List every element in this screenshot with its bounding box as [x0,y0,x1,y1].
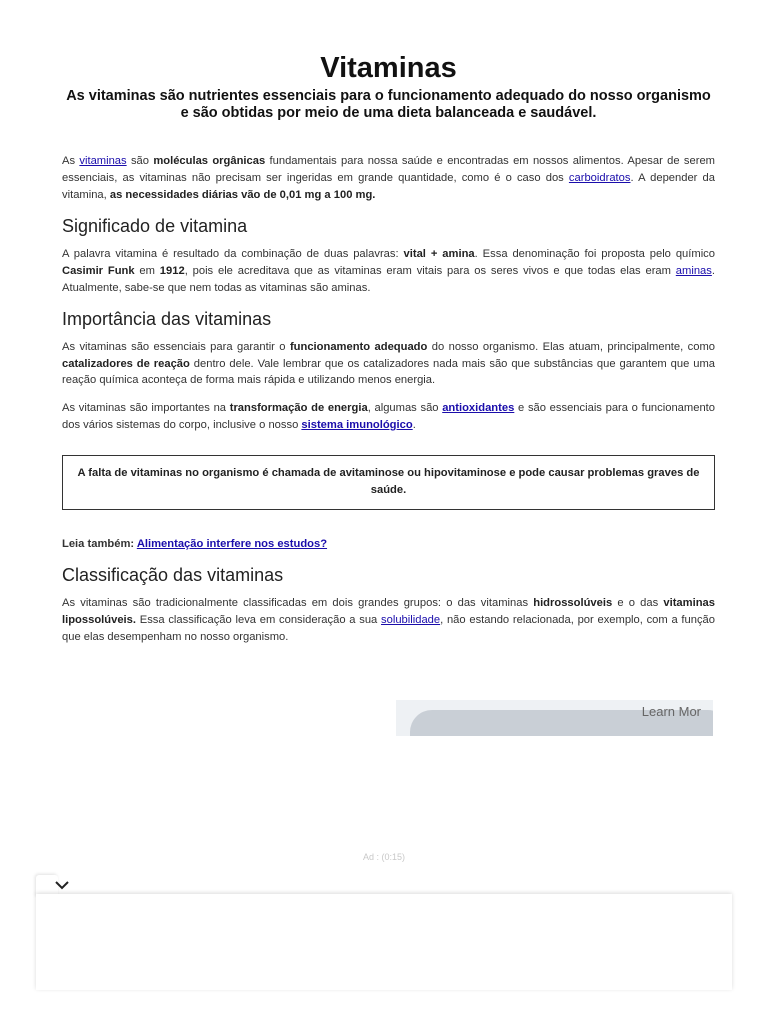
callout-box: A falta de vitaminas no organismo é chamada de avitaminose ou hipovitaminose e pode causar problemas graves de saúde. [62,455,715,511]
leia-label: Leia também: [62,538,137,551]
text: do nosso organismo. Elas atuam, principalmente, como [427,340,715,353]
importancia-paragraph-2 [62,400,715,434]
section-heading-classificacao: Classificação das vitaminas [62,565,284,586]
text: . Atualmente, sabe-se que nem todas as vitaminas são aminas. [62,265,715,294]
ad-timer: Ad : (0:15) [362,852,406,862]
link-sistema-imunologico[interactable]: sistema imunológico [301,418,413,431]
bold-text: Casimir Funk [62,265,135,278]
text: fundamentais para nossa saúde e encontradas em nossos alimentos. Apesar de serem essenciais, as vitaminas não precisam ser ingeridas em grande quantidade, como é o caso dos [62,155,715,184]
link-carboidratos[interactable]: carboidratos [568,171,631,184]
text: . [412,418,416,431]
bold-text: moléculas orgânicas [153,155,266,167]
leia-tambem [62,536,715,553]
text: em [134,265,160,278]
bottom-ad-banner[interactable] [36,894,732,990]
page-title: Vitaminas [320,52,457,84]
text: são [126,155,154,167]
text: As vitaminas são essenciais para garantir o [62,340,290,353]
bold-text: catalizadores de reação [62,357,190,370]
text: As [62,155,80,167]
text: , não estando relacionada, por exemplo, com a função que elas desempenham no nosso organismo. [62,613,716,643]
article [62,50,715,646]
text: A palavra vitamina é resultado da combinação de duas palavras: [62,248,404,261]
bold-text: transformação de energia [229,402,368,415]
link-vitaminas[interactable]: vitaminas [79,155,127,167]
section-heading-importancia: Importância das vitaminas [62,308,272,329]
video-ad[interactable] [396,700,713,736]
bold-text: as necessidades diárias vão de 0,01 mg a 100 mg. [109,188,376,201]
text: e são essenciais para o funcionamento dos vários sistemas do corpo, inclusive o nosso [62,402,715,431]
text: dentro dele. Vale lembrar que os catalizadores nada mais são que substâncias que garantem que uma reação química aconteça de forma mais rápida e utilizando menos energia. [62,357,715,387]
intro-paragraph [62,153,715,203]
text: , pois ele acreditava que as vitaminas eram vitais para os seres vivos e que todas elas eram [184,265,676,278]
text: Essa classificação leva em consideração a sua [136,613,382,626]
importancia-paragraph-1 [62,339,715,389]
text: , algumas são [367,402,443,415]
text: As vitaminas são importantes na [62,402,230,415]
bold-text: hidrossolúveis [533,597,613,610]
link-antioxidantes[interactable]: antioxidantes [442,402,515,415]
article-subtitle: As vitaminas são nutrientes essenciais para o funcionamento adequado do nosso organismo e são obtidas por meio de uma dieta balanceada e saudável. [66,88,711,121]
link-aminas[interactable]: aminas [675,265,712,278]
classificacao-paragraph [62,595,715,645]
significado-paragraph [62,246,715,296]
link-solubilidade[interactable]: solubilidade [381,613,441,626]
link-alimentacao-estudos[interactable]: Alimentação interfere nos estudos? [136,538,328,551]
chevron-down-icon[interactable] [54,878,70,892]
bold-text: vitaminas lipossolúveis. [62,597,715,626]
text: . A depender da vitamina, [62,171,715,201]
bold-text: 1912 [159,265,185,278]
text: As vitaminas são tradicionalmente classificadas em dois grandes grupos: o das vitaminas [62,597,534,610]
bold-text: vital + amina [403,248,475,261]
text: . Essa denominação foi proposta pelo químico [474,248,716,261]
bold-text: funcionamento adequado [289,340,428,353]
ad-learn-more[interactable]: Learn Mor [641,704,701,719]
text: e o das [612,597,664,610]
section-heading-significado: Significado de vitamina [62,216,248,237]
